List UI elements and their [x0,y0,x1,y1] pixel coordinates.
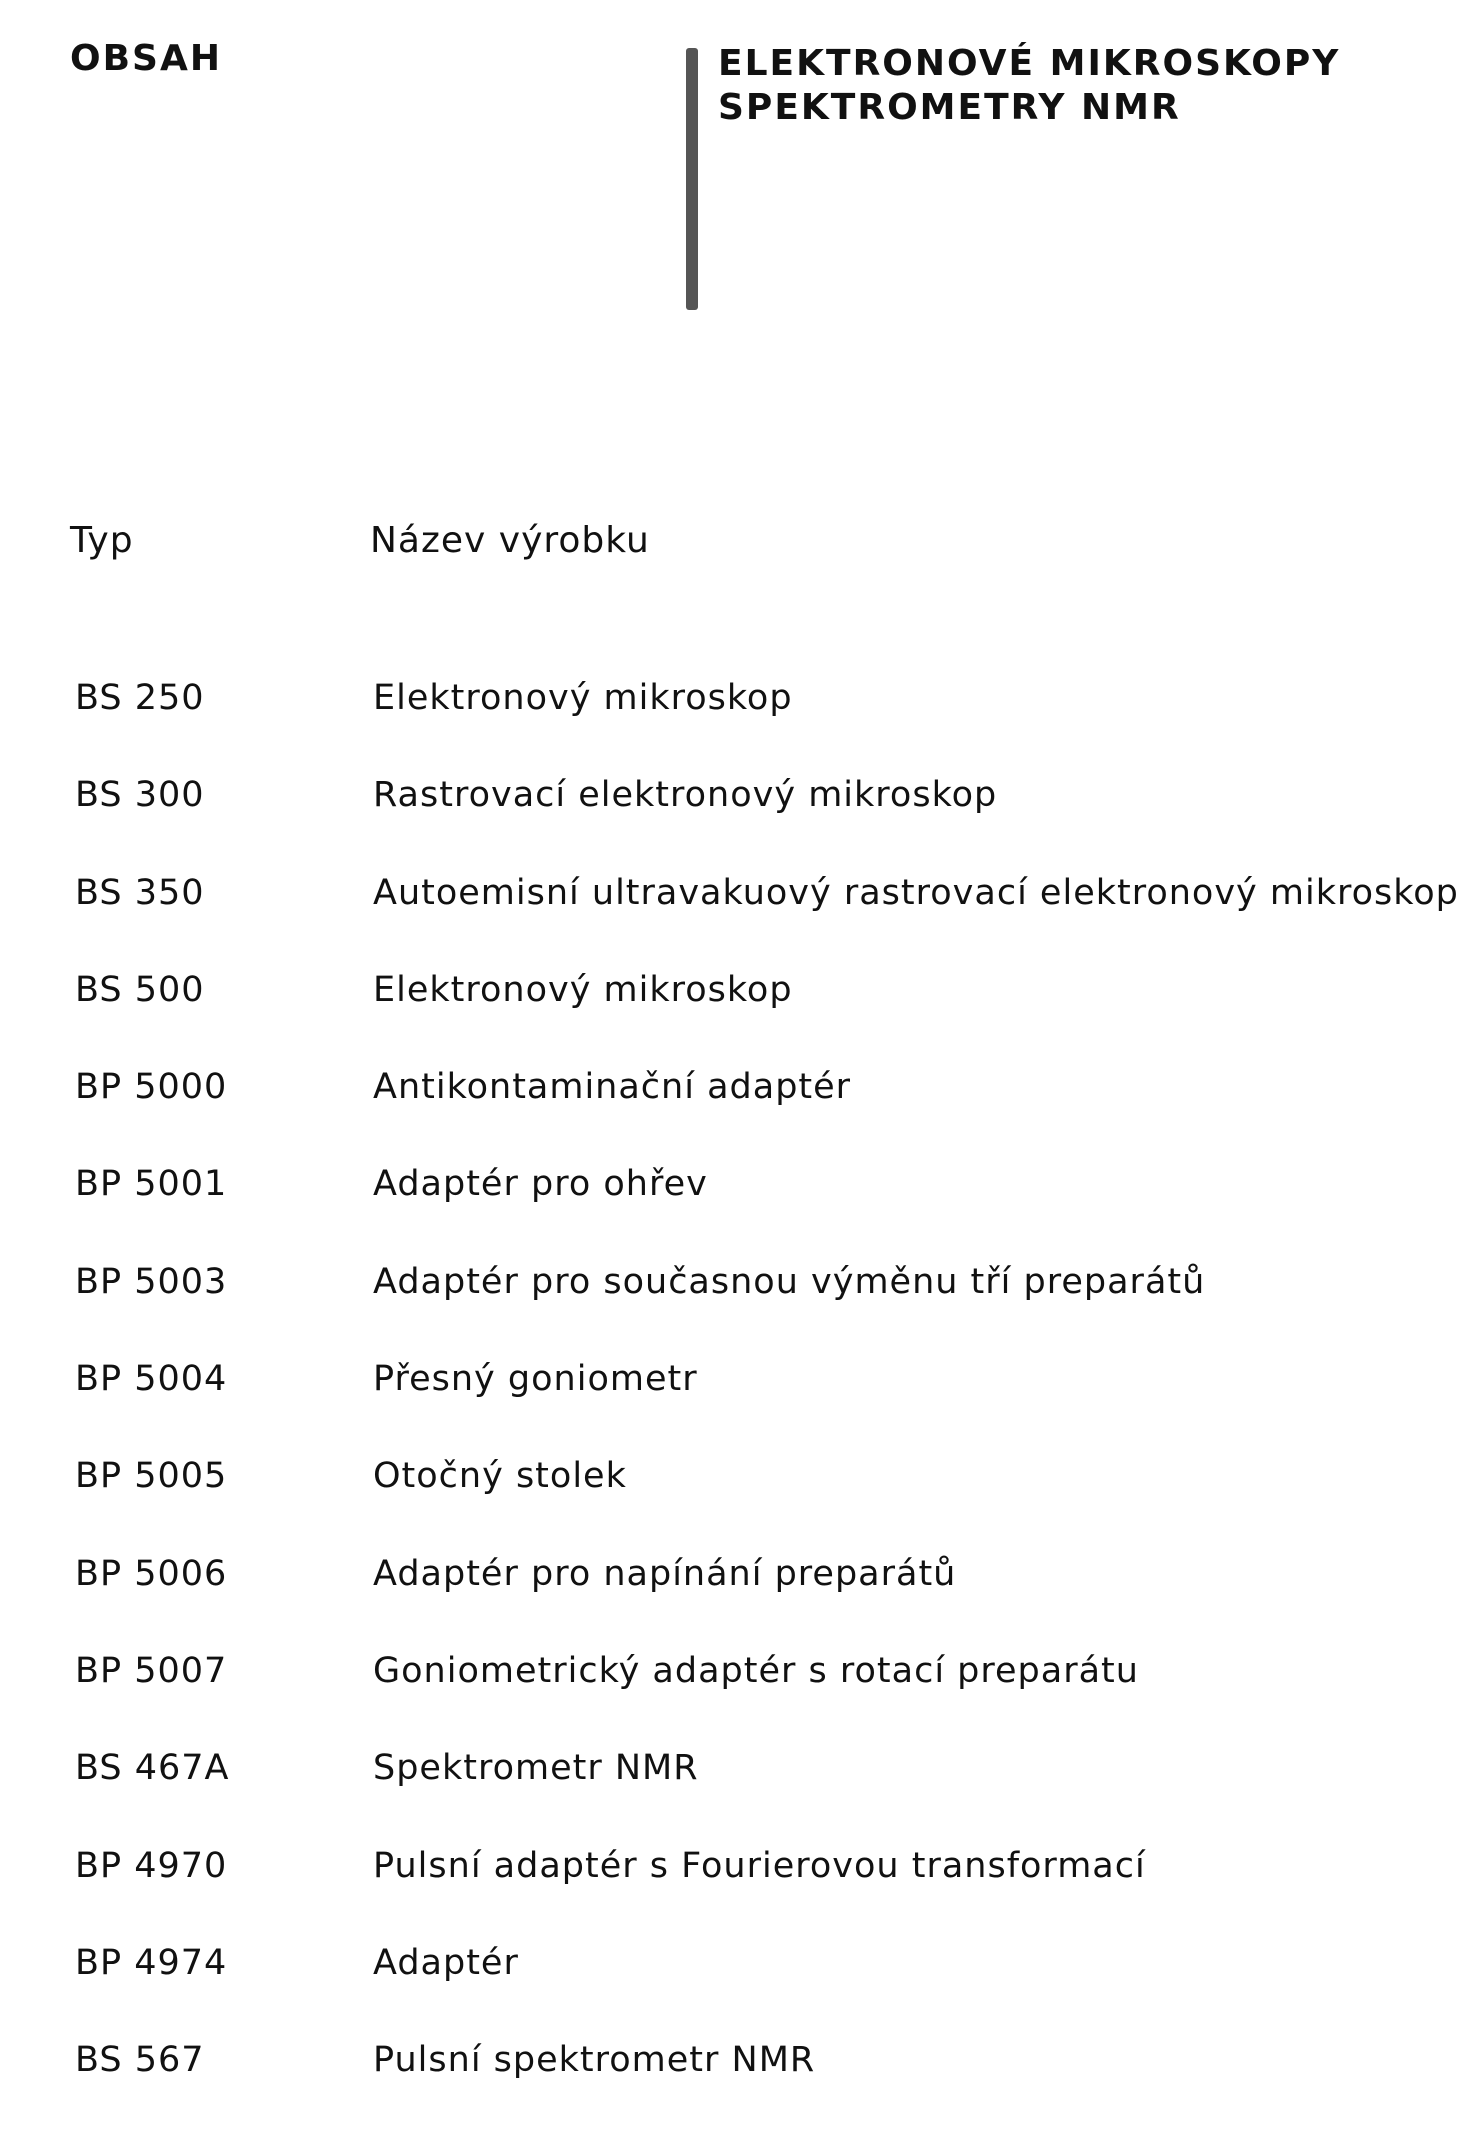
list-item [0,873,1471,970]
item-name: Adaptér pro ohřev [373,1164,708,1205]
item-type: BP 5003 [75,1261,228,1302]
item-name: Pulsní adaptér s Fourierovou transformací [373,1845,1146,1886]
item-type: BP 5000 [75,1067,228,1108]
list-item [0,1554,1471,1651]
section-title-line-1: ELEKTRONOVÉ MIKROSKOPY [718,43,1341,84]
item-type: BS 567 [75,2040,205,2081]
list-item [0,970,1471,1067]
list-item [0,1456,1471,1553]
vertical-divider [686,48,698,310]
item-name: Přesný goniometr [373,1359,698,1400]
item-name: Elektronový mikroskop [373,969,793,1010]
item-type: BS 300 [75,775,205,816]
item-name: Adaptér [373,1942,519,1983]
list-item [0,1262,1471,1359]
list-item [0,1359,1471,1456]
item-name: Autoemisní ultravakuový rastrovací elektronový mikroskop [373,872,1459,913]
item-name: Pulsní spektrometr NMR [373,2040,816,2081]
list-item [0,678,1471,775]
item-name: Rastrovací elektronový mikroskop [373,775,998,816]
list-item [0,1846,1471,1943]
item-name: Otočný stolek [373,1456,627,1497]
list-item [0,1748,1471,1845]
item-type: BS 350 [75,872,205,913]
item-type: BP 4970 [75,1845,228,1886]
list-item [0,1067,1471,1164]
item-type: BP 5004 [75,1359,228,1400]
column-header-type: Typ [70,520,134,561]
item-type: BS 250 [75,678,205,718]
column-header-name: Název výrobku [370,520,650,561]
page-title: OBSAH [70,38,222,79]
item-name: Adaptér pro současnou výměnu tří preparátů [373,1261,1206,1302]
item-name: Antikontaminační adaptér [373,1067,852,1108]
product-list [0,678,1471,2137]
item-type: BS 467A [75,1748,230,1789]
item-name: Goniometrický adaptér s rotací preparátu [373,1650,1139,1691]
list-item [0,775,1471,872]
item-name: Spektrometr NMR [373,1748,699,1789]
list-item [0,2040,1471,2137]
list-item [0,1943,1471,2040]
section-title [718,42,1340,130]
item-type: BP 5007 [75,1650,228,1691]
item-type: BP 5006 [75,1553,228,1594]
section-title-line-2: SPEKTROMETRY NMR [718,87,1181,128]
list-item [0,1164,1471,1261]
item-type: BP 5005 [75,1456,228,1497]
item-type: BS 500 [75,969,205,1010]
item-type: BP 5001 [75,1164,228,1205]
list-item [0,1651,1471,1748]
item-type: BP 4974 [75,1942,228,1983]
item-name: Adaptér pro napínání preparátů [373,1553,957,1594]
item-name: Elektronový mikroskop [373,678,793,718]
